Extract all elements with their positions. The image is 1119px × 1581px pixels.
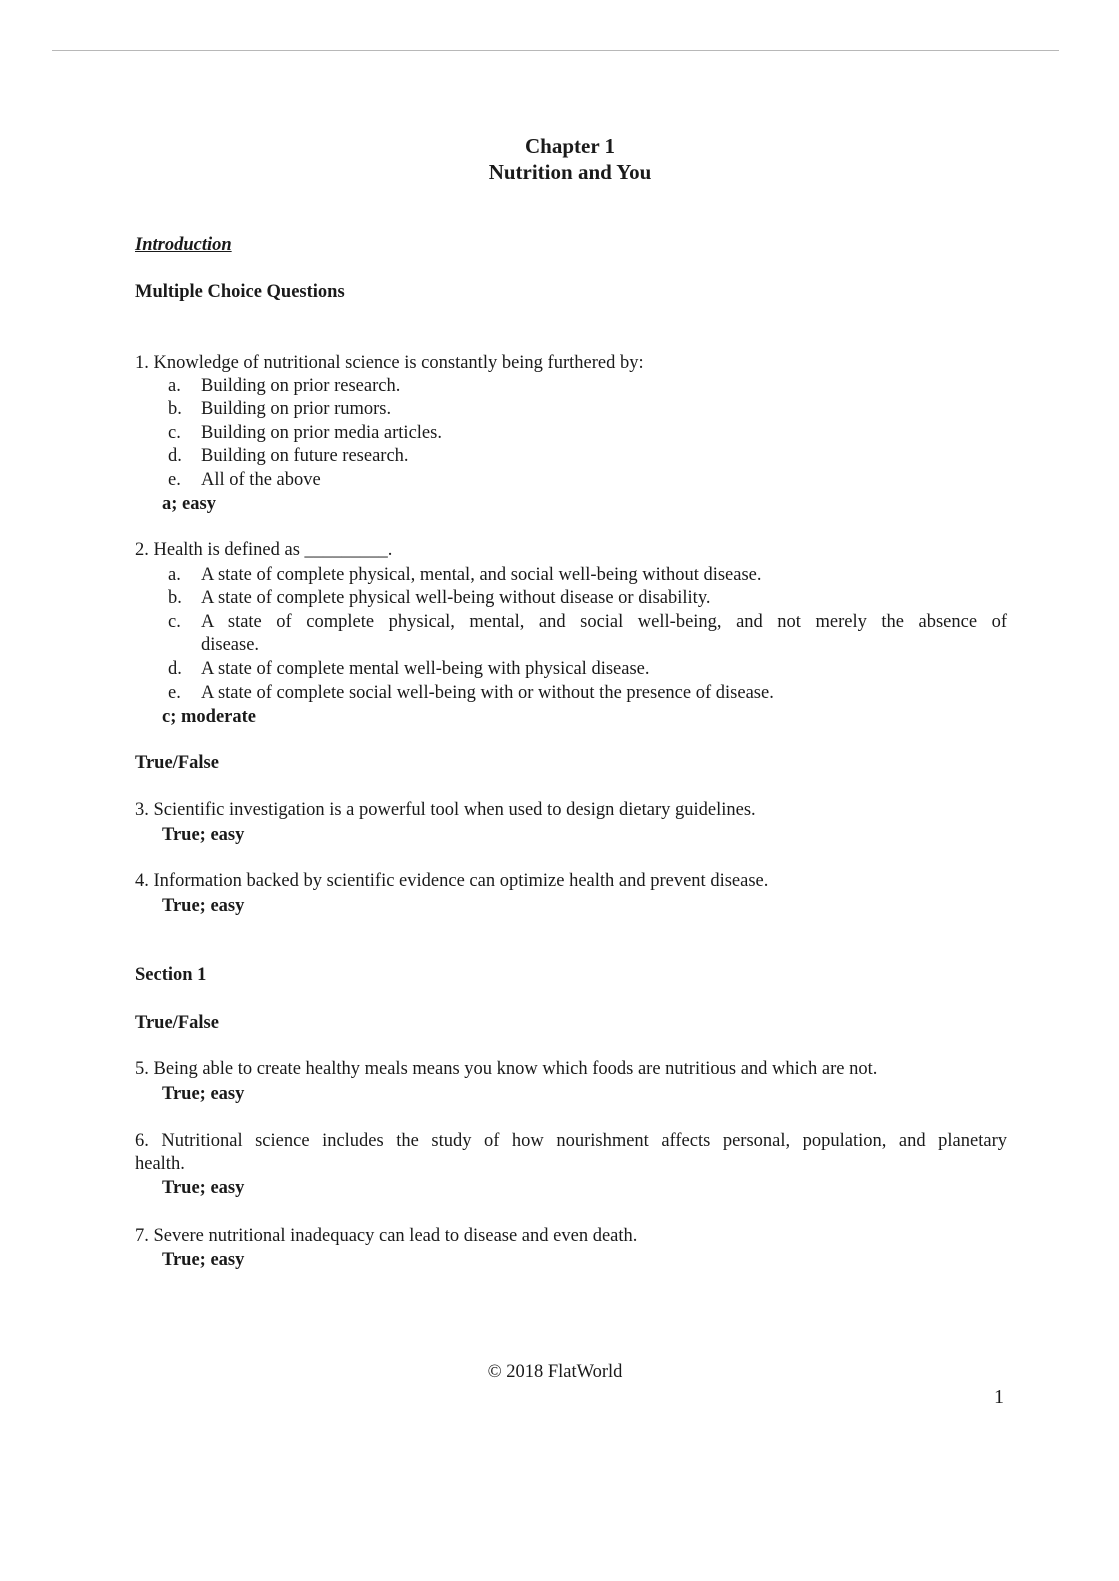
q2-answer: c; moderate	[162, 707, 256, 727]
q7-answer: True; easy	[162, 1250, 245, 1270]
q1-option-e: All of the above	[201, 470, 321, 490]
q2-option-e: A state of complete social well-being with or without the presence of disease.	[201, 683, 774, 703]
q5-answer: True; easy	[162, 1084, 245, 1104]
q3-answer: True; easy	[162, 825, 245, 845]
page-number: 1	[994, 1386, 1004, 1408]
chapter-subtitle: Nutrition and You	[488, 160, 652, 184]
true-false-heading-2: True/False	[135, 1013, 219, 1033]
q1-option-e-letter: e.	[168, 470, 181, 490]
q1-answer: a; easy	[162, 494, 216, 514]
q2-option-e-letter: e.	[168, 683, 181, 703]
q1-option-d: Building on future research.	[201, 446, 409, 466]
question-6-text: 6. Nutritional science includes the study of how nourishment affects personal, population, and planetary	[135, 1131, 1007, 1151]
q2-option-a: A state of complete physical, mental, and social well-being without disease.	[201, 565, 762, 585]
q1-option-c-letter: c.	[168, 423, 181, 443]
question-3-text: 3. Scientific investigation is a powerful tool when used to design dietary guidelines.	[135, 800, 756, 820]
introduction-heading: Introduction	[135, 235, 232, 255]
q1-option-a: Building on prior research.	[201, 376, 401, 396]
question-6-continuation: health.	[135, 1154, 185, 1174]
multiple-choice-heading: Multiple Choice Questions	[135, 282, 345, 302]
q6-answer: True; easy	[162, 1178, 245, 1198]
top-rule	[52, 50, 1059, 51]
true-false-heading-1: True/False	[135, 753, 219, 773]
q1-option-d-letter: d.	[168, 446, 182, 466]
q2-option-c-letter: c.	[168, 612, 181, 632]
q2-option-d-letter: d.	[168, 659, 182, 679]
q1-option-b-letter: b.	[168, 399, 182, 419]
chapter-title: Chapter 1	[524, 134, 616, 158]
q1-option-a-letter: a.	[168, 376, 181, 396]
q2-option-c-continuation: disease.	[201, 635, 260, 655]
q2-option-b-letter: b.	[168, 588, 182, 608]
q4-answer: True; easy	[162, 896, 245, 916]
q1-option-c: Building on prior media articles.	[201, 423, 442, 443]
section-1-heading: Section 1	[135, 965, 207, 985]
q2-option-a-letter: a.	[168, 565, 181, 585]
question-2-text: 2. Health is defined as _________.	[135, 540, 393, 560]
question-4-text: 4. Information backed by scientific evidence can optimize health and prevent disease.	[135, 871, 769, 891]
q1-option-b: Building on prior rumors.	[201, 399, 392, 419]
question-1-text: 1. Knowledge of nutritional science is constantly being furthered by:	[135, 353, 644, 373]
q2-option-b: A state of complete physical well-being without disease or disability.	[201, 588, 711, 608]
copyright-footer: © 2018 FlatWorld	[487, 1362, 623, 1382]
q2-option-d: A state of complete mental well-being with physical disease.	[201, 659, 650, 679]
question-7-text: 7. Severe nutritional inadequacy can lead to disease and even death.	[135, 1226, 638, 1246]
q2-option-c: A state of complete physical, mental, and social well-being, and not merely the absence of	[201, 612, 1007, 632]
question-5-text: 5. Being able to create healthy meals means you know which foods are nutritious and which are not.	[135, 1059, 878, 1079]
